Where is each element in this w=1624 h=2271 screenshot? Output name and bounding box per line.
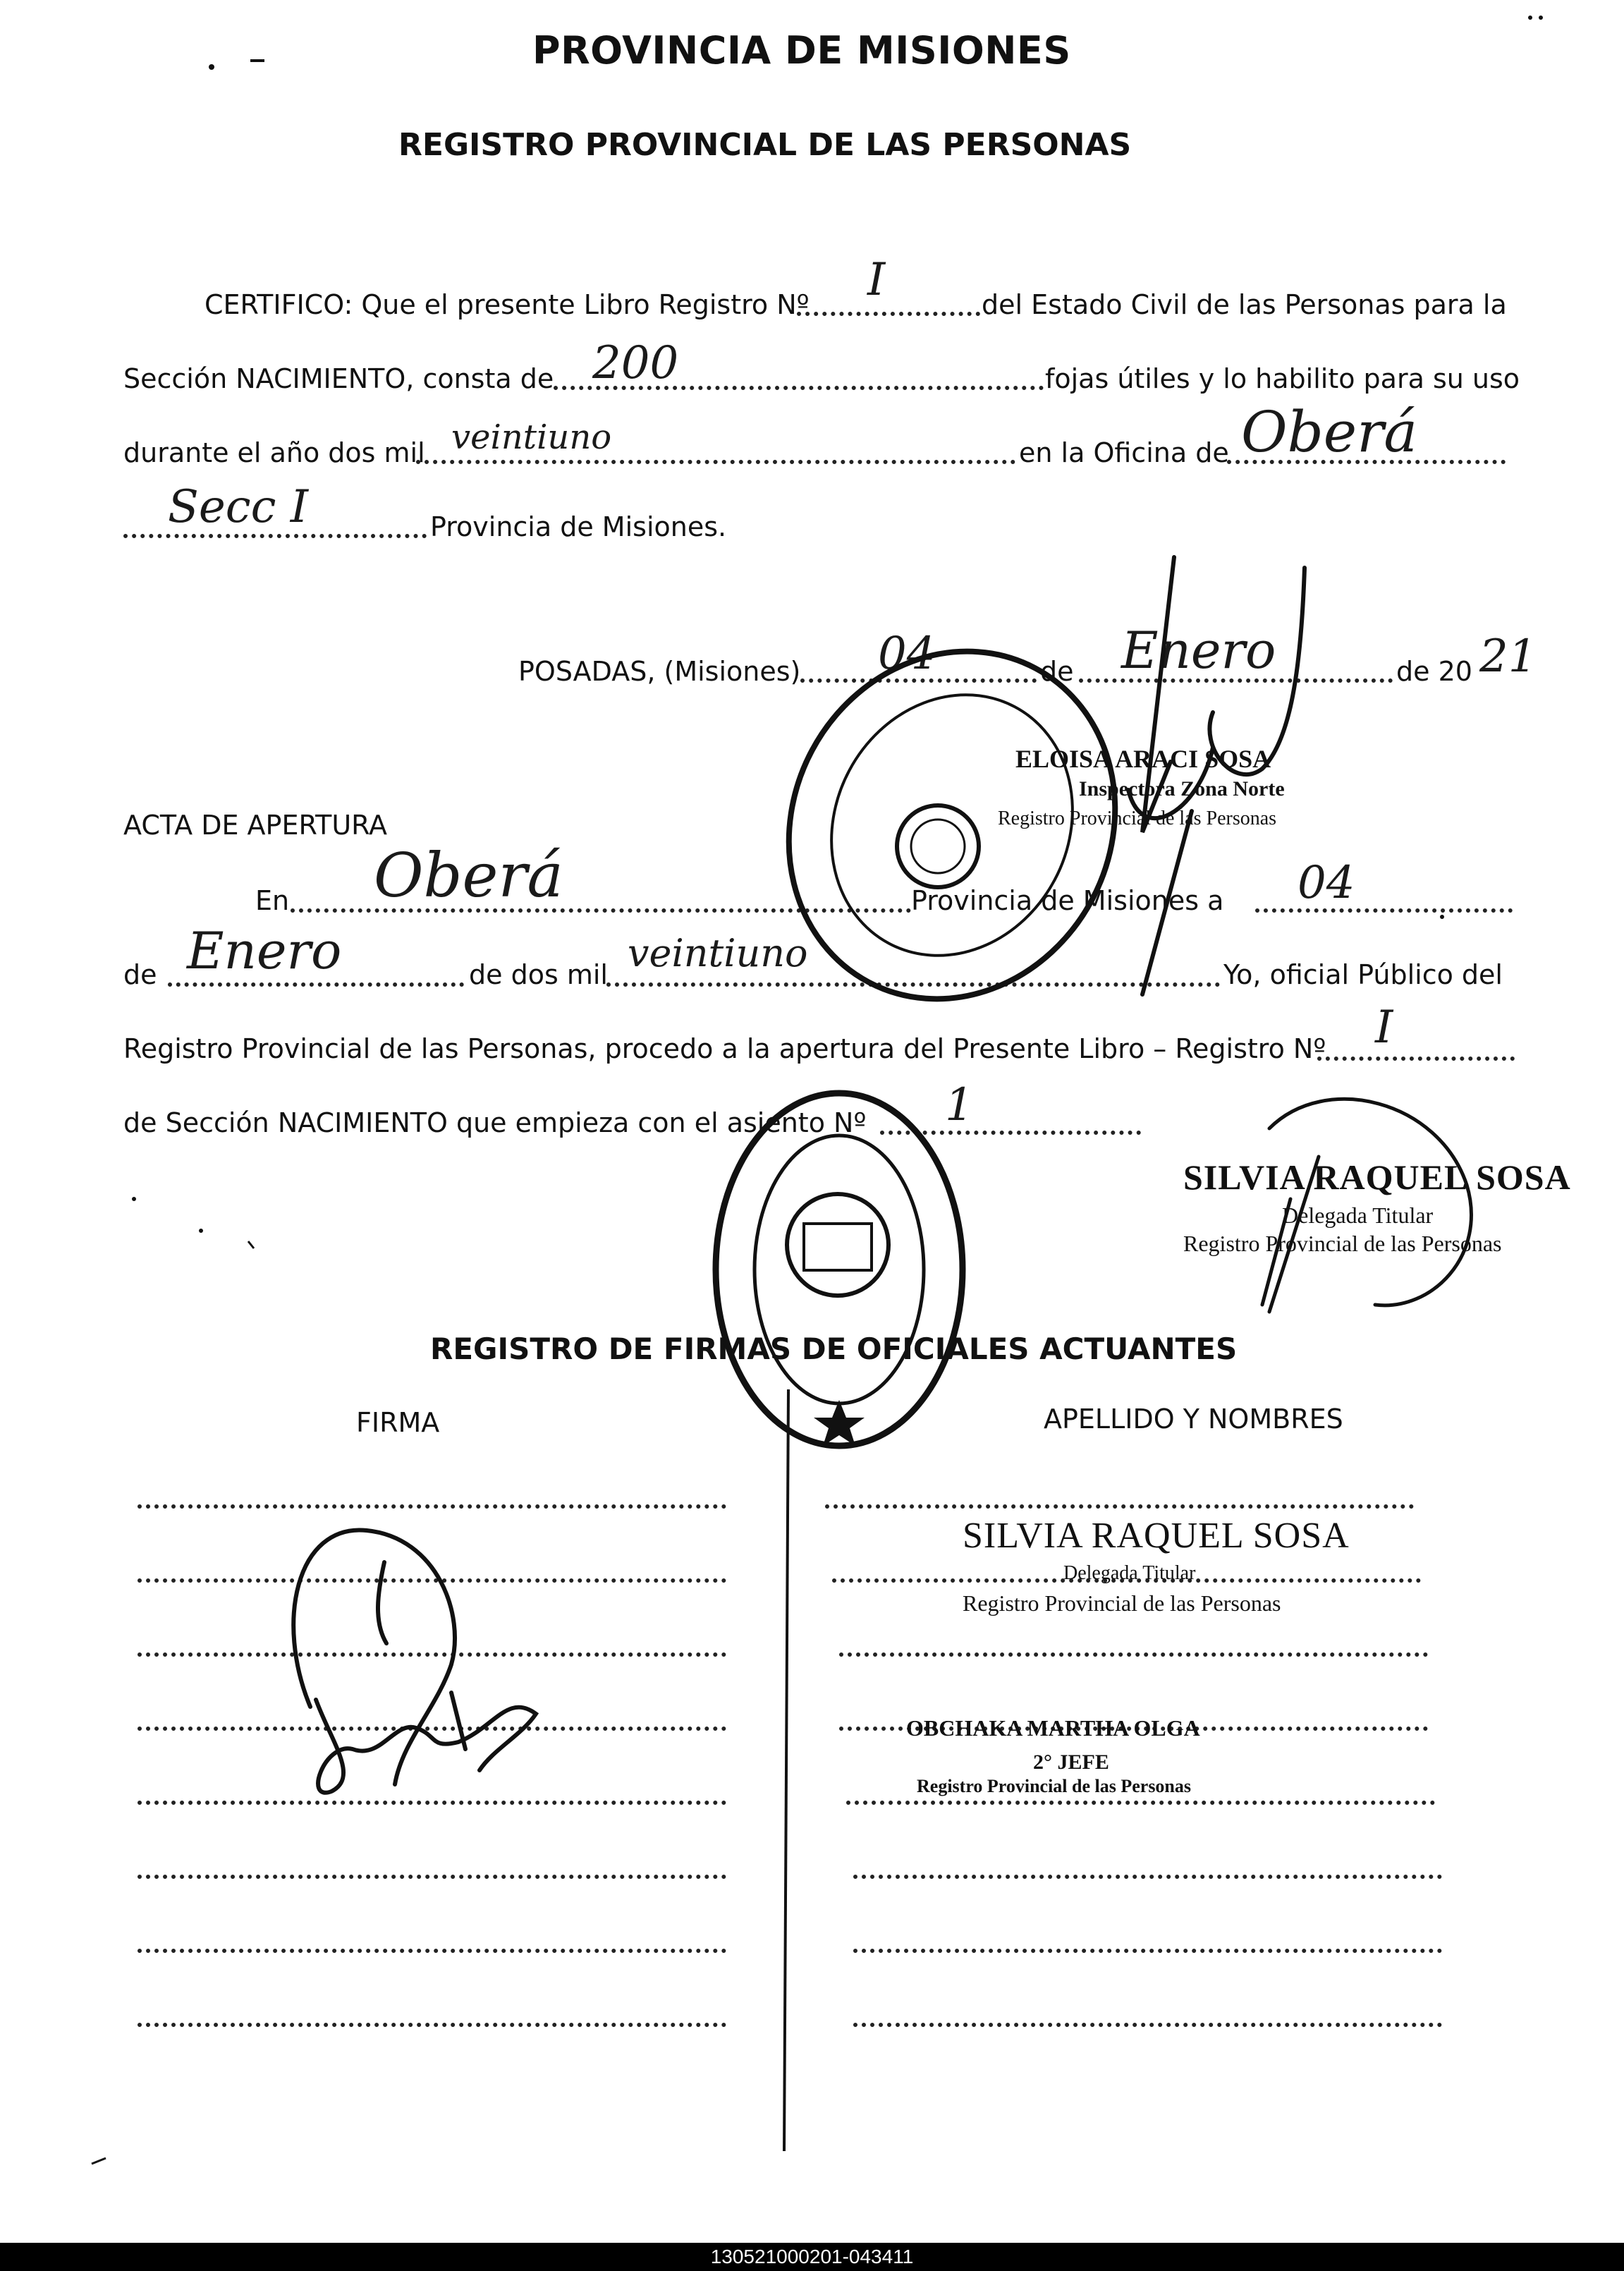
office-handwritten: Oberá (1241, 399, 1418, 465)
acta-en: En (255, 885, 290, 916)
entry1-role: Delegada Titular (1063, 1562, 1196, 1584)
stamp2-org: Registro Provincial de las Personas (1183, 1231, 1502, 1256)
cert-line3-prefix: durante el año dos mil (123, 437, 425, 468)
acta-title: ACTA DE APERTURA (123, 810, 387, 841)
date-year-prefix: de 20 (1396, 656, 1472, 687)
registry-title: REGISTRO PROVINCIAL DE LAS PERSONAS (398, 127, 1132, 163)
year-handwritten: veintiuno (451, 418, 612, 457)
col-nombres-header: APELLIDO Y NOMBRES (1044, 1404, 1343, 1435)
cert-line3-mid: en la Oficina de (1019, 437, 1229, 468)
month-handwritten: Enero (1121, 621, 1276, 680)
acta-line3: de Sección NACIMIENTO que empieza con el asiento Nº (123, 1107, 867, 1138)
acta-line2: Registro Provincial de las Personas, procedo a la apertura del Presente Libro – Registro Nº (123, 1033, 1326, 1064)
acta-book-handwritten: I (1375, 1001, 1393, 1054)
acta-yo: Yo, oficial Público del (1223, 959, 1503, 990)
stamp1-org: Registro Provincial de las Personas (998, 808, 1277, 829)
acta-year-handwritten: veintiuno (628, 931, 808, 975)
seal-direccion-general (728, 594, 1176, 1057)
stamp1-name: ELOISA ARACI SOSA (1015, 745, 1271, 773)
entry2-role: 2° JEFE (1033, 1751, 1109, 1774)
acta-month-handwritten: Enero (187, 921, 342, 980)
entry2-org: Registro Provincial de las Personas (917, 1776, 1192, 1796)
signature-firma-column (293, 1530, 536, 1792)
signature-silvia-right (1262, 1099, 1471, 1312)
signature-eloisa (1128, 557, 1305, 994)
acta-de: de (123, 959, 157, 990)
acta-office-handwritten: Oberá (374, 841, 563, 911)
stamp1-role: Inspectora Zona Norte (1079, 777, 1285, 800)
city-label: POSADAS, (Misiones) (518, 656, 801, 687)
province-title: PROVINCIA DE MISIONES (532, 28, 1071, 73)
entry1-name: SILVIA RAQUEL SOSA (963, 1516, 1350, 1556)
acta-day-handwritten: 04 (1298, 857, 1355, 909)
date-de: de (1040, 656, 1074, 687)
entry2-name: OBCHAKA MARTHA OLGA (906, 1715, 1200, 1741)
book-number-handwritten: I (867, 254, 886, 306)
year-suffix-handwritten: 21 (1479, 631, 1537, 683)
cert-line2-prefix: Sección NACIMIENTO, consta de (123, 363, 554, 394)
acta-province: Provincia de Misiones a (911, 885, 1224, 916)
section-handwritten: Secc I (168, 481, 309, 533)
acta-entry-handwritten: 1 (945, 1079, 974, 1131)
folios-handwritten: 200 (592, 337, 679, 389)
firmas-title: REGISTRO DE FIRMAS DE OFICIALES ACTUANTES (430, 1332, 1238, 1366)
acta-dos-mil: de dos mil (469, 959, 608, 990)
cert-line2-suffix: fojas útiles y lo habilito para su uso (1045, 363, 1520, 394)
entry1-org: Registro Provincial de las Personas (963, 1590, 1281, 1616)
cert-line4-suffix: Provincia de Misiones. (430, 511, 727, 542)
cert-line1-suffix: del Estado Civil de las Personas para la (982, 289, 1507, 320)
footer-code: 130521000201-043411 (0, 2243, 1624, 2271)
cert-line1-prefix: CERTIFICO: Que el presente Libro Registro Nº (204, 289, 810, 320)
column-divider (784, 1389, 788, 2151)
seal-delegacion-obera (716, 1093, 963, 1446)
col-firma-header: FIRMA (356, 1407, 440, 1438)
day-handwritten: 04 (878, 628, 936, 680)
stamp2-name: SILVIA RAQUEL SOSA (1183, 1157, 1571, 1197)
stamp2-role: Delegada Titular (1282, 1203, 1434, 1228)
